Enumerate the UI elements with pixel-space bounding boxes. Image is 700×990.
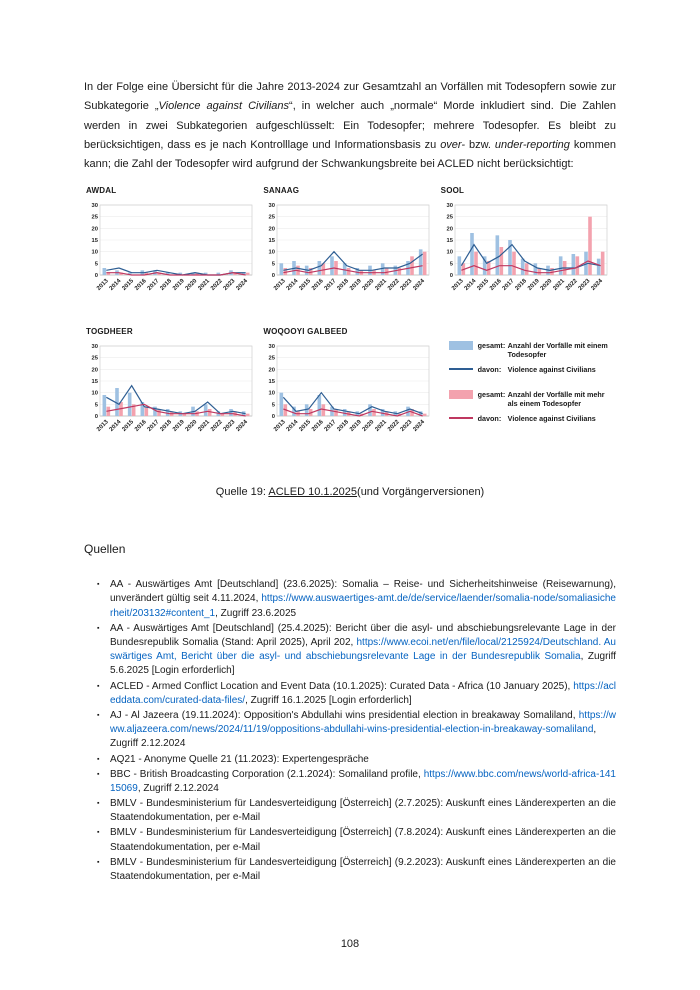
intro-segment-italic: under-reporting — [494, 138, 570, 151]
intro-segment: “, in welcher auch „normale“ Morde inkludiert sind. Die Zahlen werden in zwei Subkategorien aufgeschlüsselt: Ein Todesopfer; mehrere Todesopfer. Es bleibt zu berücksichtigen, dass es je nach Kontrolllage und Informationsbasis zu — [84, 100, 617, 151]
sources-heading: Quellen — [84, 542, 126, 557]
bullet-icon: ▪ — [97, 624, 100, 632]
svg-text:2017: 2017 — [324, 419, 338, 434]
bullet-icon: ▪ — [97, 682, 100, 690]
legend-row — [449, 390, 616, 408]
intro-segment: bzw. — [465, 138, 495, 151]
source-text-segment: AA - Auswärtiges Amt [Deutschland] (23.6.2025): Somalia – Reise- und Sicherheitshinweise (Reisewarnung), unverändert gültig seit 4.11.2024, — [110, 579, 616, 605]
chart-canvas-sanaag — [261, 197, 438, 311]
svg-text:2018: 2018 — [514, 278, 528, 293]
bullet-icon: ▪ — [97, 829, 100, 837]
source-link[interactable]: https://www.aljazeera.com/news/2024/11/19/oppositions-abdullahi-wins-presidential-election-in-breakaway-somaliland — [110, 709, 616, 736]
svg-text:2022: 2022 — [210, 278, 224, 293]
legend-prefix: gesamt: — [477, 341, 506, 351]
legend-bar-multiple-fatalities-swatch — [449, 390, 473, 399]
legend-row — [449, 414, 616, 423]
svg-text:2024: 2024 — [235, 278, 250, 293]
svg-text:2017: 2017 — [146, 419, 161, 434]
legend-row — [449, 365, 616, 374]
svg-text:2023: 2023 — [400, 419, 414, 434]
legend-label: Anzahl der Vorfälle mit einem Todesopfer — [507, 341, 608, 360]
svg-text:20: 20 — [91, 226, 98, 233]
chart-awdal — [84, 182, 261, 311]
svg-text:2018: 2018 — [159, 278, 174, 293]
source-item — [97, 709, 616, 752]
source-item — [97, 856, 616, 884]
svg-text:2024: 2024 — [412, 419, 427, 434]
svg-text:2015: 2015 — [121, 278, 136, 293]
source-citation — [110, 768, 616, 796]
svg-text:25: 25 — [446, 214, 453, 221]
svg-text:2021: 2021 — [197, 278, 212, 293]
source-text-segment: BMLV - Bundesministerium für Landesverteidigung [Österreich] (9.2.2023): Auskunft eines Länderexperten an die Staatendokumentation, per e-Mail — [110, 856, 616, 882]
svg-text:2023: 2023 — [577, 278, 592, 293]
legend-row — [449, 341, 616, 359]
svg-text:2023: 2023 — [222, 278, 237, 293]
source-item — [97, 622, 616, 679]
source-text-segment: , Zugriff 16.1.2025 [Login erforderlich] — [245, 694, 412, 706]
svg-text:5: 5 — [94, 402, 98, 409]
svg-text:20: 20 — [268, 367, 276, 374]
charts-row-1 — [84, 182, 616, 311]
intro-segment: In der Folge eine Übersicht für die Jahre 2013-2024 zur Gesamtzahl an Vorfällen mit Todesopfern sowie zur Subkategorie „ — [84, 81, 616, 113]
svg-text:2018: 2018 — [336, 278, 351, 293]
legend-label: Violence against Civilians — [507, 414, 596, 424]
svg-text:2013: 2013 — [273, 419, 288, 434]
legend-prefix: davon: — [477, 414, 502, 424]
svg-text:2014: 2014 — [286, 278, 300, 293]
chart-canvas-woqooyi-galbeed — [261, 338, 438, 452]
svg-text:15: 15 — [91, 379, 98, 386]
svg-text:2015: 2015 — [298, 278, 313, 293]
svg-text:2014: 2014 — [108, 419, 123, 434]
legend-group-multiple-fatalities — [449, 390, 616, 423]
svg-text:2024: 2024 — [412, 278, 427, 293]
chart-togdheer — [84, 323, 261, 452]
svg-text:2016: 2016 — [488, 278, 503, 293]
svg-text:5: 5 — [272, 261, 276, 268]
svg-text:2016: 2016 — [134, 278, 148, 293]
legend-label: Violence against Civilians — [507, 365, 596, 375]
svg-text:2017: 2017 — [324, 278, 338, 293]
svg-text:2023: 2023 — [222, 419, 237, 434]
bullet-icon: ▪ — [97, 755, 100, 763]
svg-text:2018: 2018 — [336, 419, 351, 434]
source-text-segment: AQ21 - Anonyme Quelle 21 (11.2023): Expertengespräche — [110, 753, 369, 765]
svg-text:2020: 2020 — [184, 278, 199, 293]
svg-text:2020: 2020 — [184, 419, 199, 434]
svg-text:30: 30 — [446, 203, 453, 210]
svg-text:2019: 2019 — [172, 278, 186, 293]
svg-text:0: 0 — [272, 273, 276, 280]
source-item — [97, 826, 616, 854]
legend-prefix: davon: — [477, 365, 502, 375]
svg-text:15: 15 — [91, 238, 98, 245]
svg-text:10: 10 — [91, 249, 98, 256]
svg-text:25: 25 — [91, 214, 98, 221]
svg-text:2013: 2013 — [273, 278, 288, 293]
source-item — [97, 753, 616, 767]
source-link[interactable]: https://acleddata.com/curated-data-files/ — [110, 680, 616, 706]
intro-segment-italic: Violence against Civilians — [158, 100, 290, 113]
chart-canvas-togdheer — [84, 338, 261, 452]
svg-text:2013: 2013 — [450, 278, 465, 293]
svg-text:10: 10 — [446, 249, 453, 256]
svg-text:15: 15 — [446, 238, 453, 245]
svg-text:2024: 2024 — [590, 278, 604, 293]
intro-paragraph — [84, 78, 616, 174]
svg-text:2020: 2020 — [539, 278, 554, 293]
chart-legend — [439, 323, 616, 452]
legend-group-one-fatality — [449, 341, 616, 374]
svg-text:2020: 2020 — [362, 278, 376, 293]
svg-text:5: 5 — [449, 261, 453, 268]
chart-title-woqooyi-galbeed: WOQOOYI GALBEED — [263, 327, 348, 337]
svg-text:30: 30 — [91, 344, 98, 351]
chart-woqooyi-galbeed — [261, 323, 438, 452]
source-item — [97, 680, 616, 708]
svg-text:2019: 2019 — [526, 278, 541, 293]
svg-text:20: 20 — [91, 367, 98, 374]
svg-text:2014: 2014 — [463, 278, 478, 293]
source-citation — [110, 797, 616, 825]
source-citation — [110, 578, 616, 621]
svg-text:2019: 2019 — [172, 419, 186, 434]
svg-text:25: 25 — [91, 355, 98, 362]
svg-text:25: 25 — [268, 355, 276, 362]
source-citation — [110, 680, 616, 708]
svg-text:25: 25 — [268, 214, 276, 221]
source-item — [97, 768, 616, 796]
source-item — [97, 797, 616, 825]
source-text-segment: BMLV - Bundesministerium für Landesverteidigung [Österreich] (2.7.2025): Auskunft eines Länderexperten an die Staatendokumentation, per e-Mail — [110, 798, 616, 824]
charts-row-2 — [84, 323, 616, 452]
svg-text:15: 15 — [268, 238, 276, 245]
svg-text:10: 10 — [268, 390, 276, 397]
source-citation — [110, 622, 616, 679]
source-link[interactable]: https://www.bbc.com/news/world-africa-14115069 — [110, 768, 616, 794]
legend-bar-one-fatality-swatch — [449, 341, 473, 350]
chart-canvas-awdal — [84, 197, 261, 311]
source-text-segment: BMLV - Bundesministerium für Landesverteidigung [Österreich] (7.8.2024): Auskunft eines Länderexperten an die Staatendokumentation, per e-Mail — [110, 827, 616, 853]
source-citation — [110, 753, 616, 767]
svg-text:2023: 2023 — [400, 278, 414, 293]
source-citation — [110, 709, 616, 752]
svg-text:20: 20 — [268, 226, 276, 233]
caption-source-reference: ACLED 10.1.2025 — [268, 486, 358, 499]
svg-text:2018: 2018 — [159, 419, 174, 434]
svg-text:2022: 2022 — [210, 419, 224, 434]
source-text-segment: BBC - British Broadcasting Corporation (2.1.2024): Somaliland profile, — [110, 768, 424, 780]
svg-text:10: 10 — [91, 390, 98, 397]
svg-text:2016: 2016 — [134, 419, 148, 434]
source-text-segment: AA - Auswärtiges Amt [Deutschland] (25.4.2025): Bericht über die asyl- und abschiebungsrelevante Lage in der Bundesrepublik Somalia (Stand: April 2025), April 202, — [110, 622, 616, 648]
source-item — [97, 578, 616, 621]
source-text-segment: , Zugriff 5.6.2025 [Login erforderlich] — [110, 651, 617, 677]
source-text-segment: , Zugriff 2.12.2024 — [137, 782, 219, 794]
legend-prefix: gesamt: — [477, 390, 506, 400]
svg-text:2015: 2015 — [476, 278, 490, 293]
svg-text:2016: 2016 — [311, 419, 326, 434]
bullet-icon: ▪ — [97, 858, 100, 866]
svg-text:2024: 2024 — [235, 419, 250, 434]
chart-sanaag — [261, 182, 438, 311]
svg-text:5: 5 — [272, 402, 276, 409]
svg-text:2014: 2014 — [108, 278, 123, 293]
source-text-segment: , Zugriff 2.12.2024 — [110, 724, 597, 750]
svg-text:20: 20 — [446, 226, 453, 233]
svg-text:2021: 2021 — [197, 419, 212, 434]
bullet-icon: ▪ — [97, 800, 100, 808]
svg-text:15: 15 — [268, 379, 276, 386]
svg-text:2016: 2016 — [311, 278, 326, 293]
svg-text:2013: 2013 — [96, 278, 110, 293]
caption-prefix: Quelle 19: — [215, 486, 269, 499]
legend-label: Anzahl der Vorfälle mit mehr als einem Todesopfer — [507, 390, 605, 409]
bullet-icon: ▪ — [97, 581, 100, 589]
source-citation — [110, 856, 616, 884]
source-text-segment: , Zugriff 23.6.2025 — [215, 607, 297, 619]
legend-line-vac-one-swatch — [449, 368, 473, 370]
svg-text:2015: 2015 — [298, 419, 313, 434]
source-text-segment: AJ - Al Jazeera (19.11.2024): Opposition's Abdullahi wins presidential election in breakaway Somaliland, — [110, 709, 579, 721]
sources-list — [84, 578, 616, 884]
source-link[interactable]: https://www.auswaertiges-amt.de/de/service/laender/somalia-node/somaliasicherheit/203132#content_1 — [110, 593, 616, 619]
bullet-icon: ▪ — [97, 770, 100, 778]
page-number: 108 — [340, 938, 360, 950]
svg-text:2020: 2020 — [362, 419, 376, 434]
svg-text:2017: 2017 — [146, 278, 161, 293]
svg-text:2014: 2014 — [286, 419, 300, 434]
svg-text:30: 30 — [91, 203, 98, 210]
svg-text:2022: 2022 — [387, 419, 402, 434]
legend-line-vac-multiple-swatch — [449, 417, 473, 419]
caption-suffix: (und Vorgängerversionen) — [357, 486, 485, 499]
svg-text:30: 30 — [268, 344, 276, 351]
svg-text:2013: 2013 — [96, 419, 110, 434]
svg-text:2019: 2019 — [349, 278, 364, 293]
source-link[interactable]: https://www.ecoi.net/en/file/local/2125924/Deutschland. Auswärtiges Amt, Bericht über die asyl- und abschiebungsrelevante Lage in der Bundesrepublik Somalia — [110, 637, 616, 663]
svg-text:0: 0 — [94, 273, 98, 280]
svg-text:5: 5 — [94, 261, 98, 268]
chart-canvas-sool — [439, 197, 616, 311]
svg-text:2021: 2021 — [374, 278, 389, 293]
svg-text:2022: 2022 — [564, 278, 579, 293]
svg-text:2017: 2017 — [501, 278, 516, 293]
svg-text:2015: 2015 — [121, 419, 136, 434]
svg-text:0: 0 — [272, 414, 276, 421]
svg-text:0: 0 — [449, 273, 453, 280]
svg-text:30: 30 — [268, 203, 276, 210]
intro-segment-italic: over- — [440, 138, 466, 151]
svg-text:0: 0 — [94, 414, 98, 421]
intro-segment: kommen kann; die Zahl der Todesopfer wird aufgrund der Schwankungsbreite bei ACLED nicht berücksichtigt: — [84, 138, 616, 170]
chart-title-awdal: AWDAL — [86, 186, 117, 196]
chart-sool — [439, 182, 616, 311]
svg-text:2019: 2019 — [349, 419, 364, 434]
source-citation — [110, 826, 616, 854]
chart-source-caption — [84, 486, 616, 498]
svg-text:2022: 2022 — [387, 278, 402, 293]
chart-title-togdheer: TOGDHEER — [86, 327, 133, 337]
source-text-segment: ACLED - Armed Conflict Location and Event Data (10.1.2025): Curated Data - Africa (10 January 2025), — [110, 680, 574, 692]
chart-title-sool: SOOL — [440, 186, 465, 196]
svg-text:2021: 2021 — [374, 419, 389, 434]
chart-title-sanaag: SANAAG — [263, 186, 300, 196]
svg-text:2021: 2021 — [552, 278, 566, 293]
bullet-icon: ▪ — [97, 711, 100, 719]
svg-text:10: 10 — [268, 249, 276, 256]
